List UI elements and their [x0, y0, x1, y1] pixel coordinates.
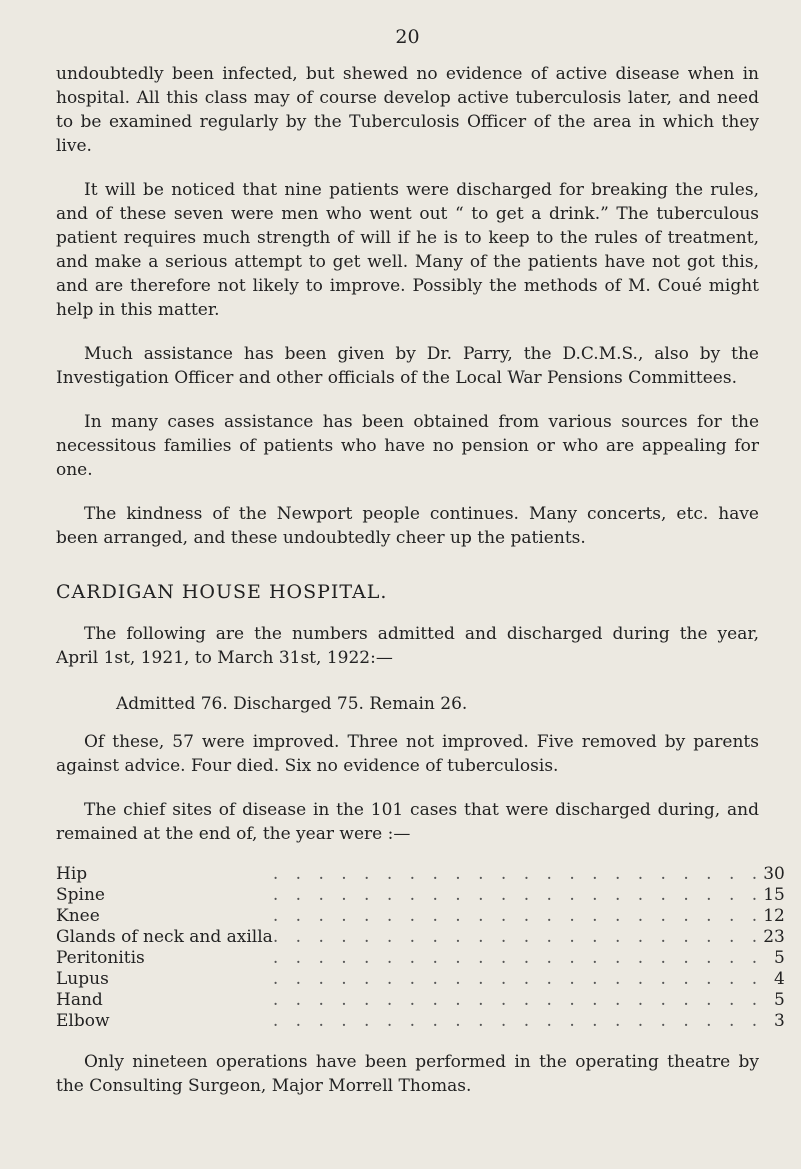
- table-row: [56, 969, 785, 990]
- site-name: Knee: [56, 906, 100, 926]
- site-count: 3: [774, 1011, 785, 1031]
- leader-dots: . . . . . . . . . . . . . . . . . . . . . .: [272, 885, 764, 905]
- table-row: [56, 906, 785, 927]
- table-row: [56, 948, 785, 969]
- leader-dots: . . . . . . . . . . . . . . . . . . . . . .: [272, 906, 764, 926]
- sites-table: [56, 864, 785, 1032]
- table-row: [56, 1011, 785, 1032]
- leader-dots: . . . . . . . . . . . . . . . . . . . . . .: [272, 990, 764, 1010]
- leader-dots: . . . . . . . . . . . . . . . . . . . . . .: [272, 1011, 764, 1031]
- site-name: Hand: [56, 990, 103, 1010]
- section-heading: CARDIGAN HOUSE HOSPITAL.: [56, 581, 388, 603]
- intro-paragraph: The following are the numbers admitted and discharged during the year, April 1st, 1921, to March 31st, 1922:—: [56, 624, 759, 668]
- paragraph: In many cases assistance has been obtained from various sources for the necessitous families of patients who have no pension or who are appealing for one.: [56, 412, 759, 480]
- outcomes-paragraph: Of these, 57 were improved. Three not improved. Five removed by parents against advice. Four died. Six no evidence of tuberculosis.: [56, 732, 759, 776]
- leader-dots: . . . . . . . . . . . . . . . . . . . . . .: [272, 864, 764, 884]
- table-row: [56, 990, 785, 1011]
- leader-dots: . . . . . . . . . . . . . . . . . . . . . .: [272, 969, 764, 989]
- site-name: Lupus: [56, 969, 109, 989]
- closing-paragraph: Only nineteen operations have been performed in the operating theatre by the Consulting Surgeon, Major Morrell Thomas.: [56, 1052, 759, 1096]
- paragraph: It will be noticed that nine patients were discharged for breaking the rules, and of these seven were men who went out “ to get a drink.” The tuberculous patient requires much strength of will if he is to keep to the rules of treatment, and make a serious attempt to get well. Many of the patients have not got this, and are therefore not likely to improve. Possibly the methods of M. Coué might help in this matter.: [56, 180, 759, 320]
- site-count: 4: [774, 969, 785, 989]
- site-name: Spine: [56, 885, 105, 905]
- site-count: 12: [763, 906, 785, 926]
- site-count: 5: [774, 948, 785, 968]
- site-count: 23: [763, 927, 785, 947]
- sites-intro: The chief sites of disease in the 101 cases that were discharged during, and remained at the end of, the year were :—: [56, 800, 759, 844]
- leader-dots: . . . . . . . . . . . . . . . . . . . . . .: [272, 948, 764, 968]
- paragraph: Much assistance has been given by Dr. Parry, the D.C.M.S., also by the Investigation Officer and other officials of the Local War Pensions Committees.: [56, 344, 759, 388]
- site-name: Peritonitis: [56, 948, 145, 968]
- site-count: 15: [763, 885, 785, 905]
- table-row: [56, 864, 785, 885]
- table-row: [56, 927, 785, 948]
- leader-dots: . . . . . . . . . . . . . . . . . . . . . .: [272, 927, 764, 947]
- totals-line: Admitted 76. Discharged 75. Remain 26.: [116, 694, 468, 714]
- site-count: 30: [763, 864, 785, 884]
- paragraph: The kindness of the Newport people continues. Many concerts, etc. have been arranged, and these undoubtedly cheer up the patients.: [56, 504, 759, 548]
- page-number: 20: [395, 26, 420, 48]
- site-name: Hip: [56, 864, 88, 884]
- site-count: 5: [774, 990, 785, 1010]
- site-name: Elbow: [56, 1011, 110, 1031]
- table-row: [56, 885, 785, 906]
- paragraph: undoubtedly been infected, but shewed no evidence of active disease when in hospital. All this class may of course develop active tuberculosis later, and need to be examined regularly by the Tuberculosis Officer of the area in which they live.: [56, 64, 759, 156]
- site-name: Glands of neck and axilla: [56, 927, 273, 947]
